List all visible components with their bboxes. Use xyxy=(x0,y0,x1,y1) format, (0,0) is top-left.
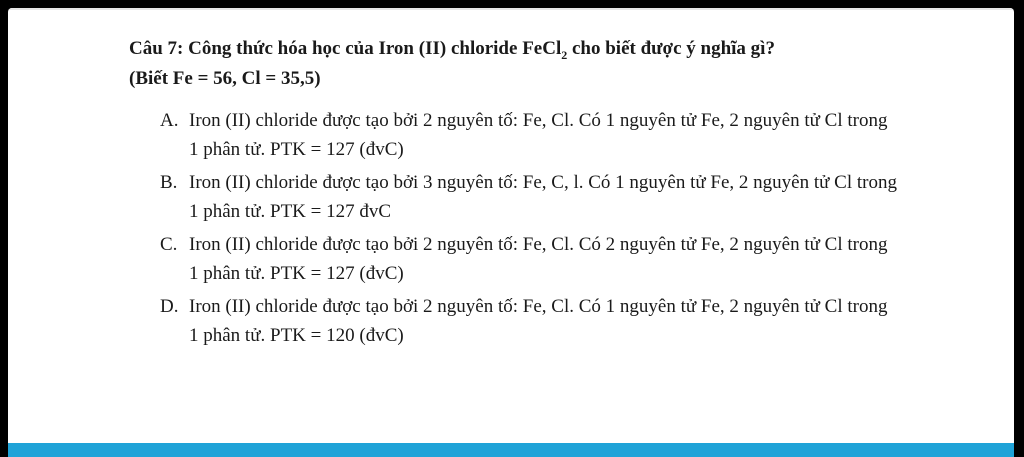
option-d[interactable] xyxy=(160,292,989,350)
question-stem-after: cho biết được ý nghĩa gì? xyxy=(567,38,775,59)
bottom-accent-bar xyxy=(8,443,1014,457)
option-text: Iron (II) chloride được tạo bởi 2 nguyên tố: Fe, Cl. Có 1 nguyên tử Fe, 2 nguyên tử Cl trong 1 phân tử. PTK = 120 (đvC) xyxy=(189,296,888,346)
chemical-formula xyxy=(522,38,568,62)
question-stem xyxy=(129,34,989,64)
option-letter: B. xyxy=(160,172,178,193)
option-text: Iron (II) chloride được tạo bởi 2 nguyên tố: Fe, Cl. Có 2 nguyên tử Fe, 2 nguyên tử Cl trong 1 phân tử. PTK = 127 (đvC) xyxy=(189,234,888,284)
option-letter: A. xyxy=(160,110,179,131)
formula-base: FeCl xyxy=(522,38,562,59)
question-hint: (Biết Fe = 56, Cl = 35,5) xyxy=(129,68,321,89)
option-a[interactable] xyxy=(160,106,989,164)
answer-options xyxy=(129,106,989,350)
question-block xyxy=(129,34,989,354)
option-b[interactable] xyxy=(160,168,989,226)
option-text: Iron (II) chloride được tạo bởi 2 nguyên tố: Fe, Cl. Có 1 nguyên tử Fe, 2 nguyên tử Cl trong 1 phân tử. PTK = 127 (đvC) xyxy=(189,110,888,160)
sheet-top-border xyxy=(8,8,1014,10)
formula-subscript: 2 xyxy=(561,47,568,62)
option-text: Iron (II) chloride được tạo bởi 3 nguyên tố: Fe, C, l. Có 1 nguyên tử Fe, 2 nguyên tử Cl trong 1 phân tử. PTK = 127 đvC xyxy=(189,172,897,222)
option-letter: D. xyxy=(160,296,179,317)
question-stem-before: Câu 7: Công thức hóa học của Iron (II) chloride xyxy=(129,38,523,59)
option-c[interactable] xyxy=(160,230,989,288)
document-sheet xyxy=(8,8,1014,457)
option-letter: C. xyxy=(160,234,178,255)
